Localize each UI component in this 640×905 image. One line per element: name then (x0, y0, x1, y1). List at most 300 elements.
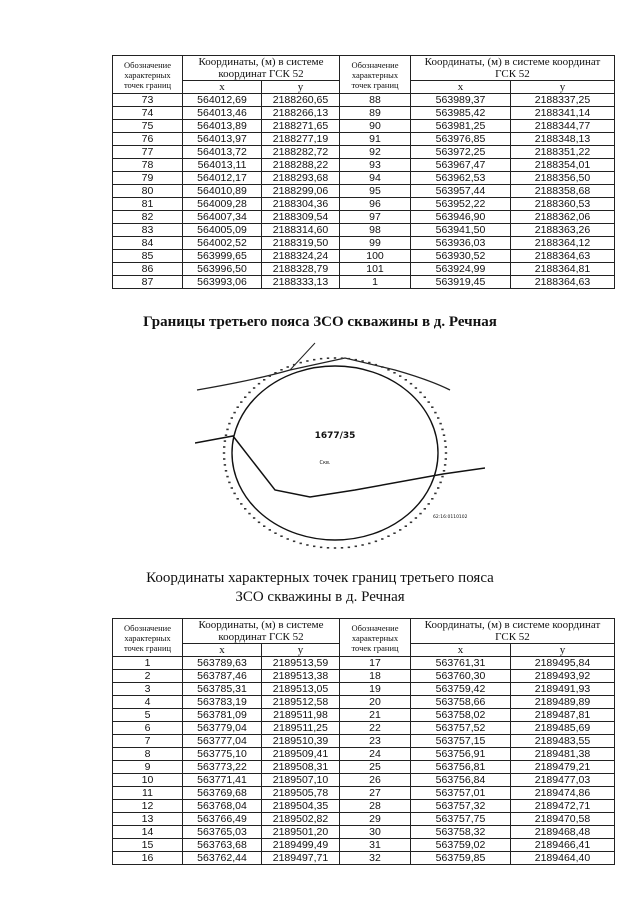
point-number: 93 (340, 159, 411, 172)
x-value: 563757,01 (411, 787, 511, 800)
boundary-point-mark (410, 383, 412, 385)
point-number: 18 (340, 670, 411, 683)
y-value: 2189510,39 (262, 735, 340, 748)
table-row (113, 146, 615, 159)
y-value: 2188299,06 (262, 185, 340, 198)
x-value: 563758,02 (411, 709, 511, 722)
y-value: 2189513,38 (262, 670, 340, 683)
x-value: 563759,02 (411, 839, 511, 852)
boundary-point-mark (441, 429, 443, 431)
point-number: 12 (113, 800, 183, 813)
y-value: 2189477,03 (511, 774, 615, 787)
heading-coordinates (0, 569, 640, 607)
x-value: 563766,49 (183, 813, 262, 826)
y-value: 2188304,36 (262, 198, 340, 211)
y-value: 2188277,19 (262, 133, 340, 146)
x-value: 564013,46 (183, 107, 262, 120)
x-value: 564013,11 (183, 159, 262, 172)
boundary-point-mark (445, 452, 447, 454)
boundary-point-mark (263, 525, 265, 527)
x-value: 563757,32 (411, 800, 511, 813)
boundary-point-mark (253, 517, 255, 519)
boundary-point-mark (444, 464, 446, 466)
point-number: 101 (340, 263, 411, 276)
boundary-point-mark (419, 513, 421, 515)
boundary-point-mark (381, 538, 383, 540)
y-value: 2189501,20 (262, 826, 340, 839)
y-value: 2189479,21 (511, 761, 615, 774)
point-number: 78 (113, 159, 183, 172)
y-value: 2188271,65 (262, 120, 340, 133)
boundary-point-mark (320, 547, 322, 549)
x-value: 564013,97 (183, 133, 262, 146)
boundary-point-mark (253, 387, 255, 389)
header-designation: Обозначение характерных точек границ (340, 56, 411, 94)
header-x: x (411, 81, 511, 94)
point-number: 31 (340, 839, 411, 852)
table-row (113, 263, 615, 276)
x-value: 563759,42 (411, 683, 511, 696)
boundary-point-mark (399, 375, 401, 377)
parcel-number-label: 1677/35 (314, 431, 356, 441)
point-number: 5 (113, 709, 183, 722)
x-value: 563777,04 (183, 735, 262, 748)
table-row (113, 107, 615, 120)
point-number: 74 (113, 107, 183, 120)
x-value: 563789,63 (183, 657, 262, 670)
point-number: 96 (340, 198, 411, 211)
header-y: y (511, 644, 615, 657)
point-number: 92 (340, 146, 411, 159)
y-value: 2188362,06 (511, 211, 615, 224)
boundary-point-mark (341, 547, 343, 549)
header-designation: Обозначение характерных точек границ (113, 619, 183, 657)
boundary-point-mark (231, 487, 233, 489)
x-value: 563763,68 (183, 839, 262, 852)
boundary-point-mark (410, 522, 412, 524)
boundary-point-mark (237, 498, 239, 500)
point-number: 73 (113, 94, 183, 107)
x-value: 563976,85 (411, 133, 511, 146)
y-value: 2188319,50 (262, 237, 340, 250)
table-row (113, 748, 615, 761)
table-row (113, 761, 615, 774)
x-value: 563757,52 (411, 722, 511, 735)
x-value: 564013,72 (183, 146, 262, 159)
x-value: 563919,45 (411, 276, 511, 289)
x-value: 563989,37 (411, 94, 511, 107)
y-value: 2188354,01 (511, 159, 615, 172)
x-value: 563760,30 (411, 670, 511, 683)
boundary-point-labels (223, 357, 447, 549)
x-value: 563758,66 (411, 696, 511, 709)
x-value: 563769,68 (183, 787, 262, 800)
x-value: 563783,19 (183, 696, 262, 709)
y-value: 2189509,41 (262, 748, 340, 761)
point-number: 26 (340, 774, 411, 787)
y-value: 2189507,10 (262, 774, 340, 787)
y-value: 2189504,35 (262, 800, 340, 813)
boundary-point-mark (224, 464, 226, 466)
boundary-point-mark (428, 503, 430, 505)
coordinates-table-bottom (112, 618, 615, 865)
y-value: 2188337,25 (511, 94, 615, 107)
boundary-point-mark (381, 366, 383, 368)
x-value: 563957,44 (411, 185, 511, 198)
x-value: 563756,81 (411, 761, 511, 774)
y-value: 2189511,98 (262, 709, 340, 722)
x-value: 563765,03 (183, 826, 262, 839)
boundary-point-mark (263, 379, 265, 381)
x-value: 563775,10 (183, 748, 262, 761)
point-number: 82 (113, 211, 183, 224)
point-number: 23 (340, 735, 411, 748)
boundary-point-mark (334, 357, 336, 359)
boundary-point-mark (441, 476, 443, 478)
boundary-point-mark (375, 541, 377, 543)
x-value: 563757,15 (411, 735, 511, 748)
boundary-point-mark (233, 493, 235, 495)
header-designation: Обозначение характерных точек границ (340, 619, 411, 657)
point-number: 87 (113, 276, 183, 289)
x-value: 563930,52 (411, 250, 511, 263)
boundary-point-mark (240, 401, 242, 403)
point-number: 9 (113, 761, 183, 774)
boundary-point-mark (225, 434, 227, 436)
coordinates-table-top-body (113, 56, 615, 289)
table-row (113, 120, 615, 133)
point-number: 25 (340, 761, 411, 774)
header-coordinates: Координаты, (м) в системе координат ГСК 52 (411, 619, 615, 644)
boundary-point-mark (258, 383, 260, 385)
header-row (113, 619, 615, 644)
boundary-point-mark (399, 529, 401, 531)
point-number: 80 (113, 185, 183, 198)
boundary-point-mark (387, 535, 389, 537)
table-row (113, 839, 615, 852)
table-row (113, 159, 615, 172)
point-number: 77 (113, 146, 183, 159)
y-value: 2189472,71 (511, 800, 615, 813)
point-number: 30 (340, 826, 411, 839)
table-row (113, 709, 615, 722)
y-value: 2188324,24 (262, 250, 340, 263)
point-number: 20 (340, 696, 411, 709)
boundary-point-mark (424, 396, 426, 398)
y-value: 2188348,13 (511, 133, 615, 146)
x-value: 564012,17 (183, 172, 262, 185)
table-row (113, 787, 615, 800)
boundary-point-mark (300, 362, 302, 364)
boundary-point-mark (258, 522, 260, 524)
boundary-point-mark (244, 396, 246, 398)
point-number: 27 (340, 787, 411, 800)
y-value: 2189511,25 (262, 722, 340, 735)
boundary-point-mark (439, 482, 441, 484)
y-value: 2189513,59 (262, 657, 340, 670)
table-row (113, 813, 615, 826)
y-value: 2189487,81 (511, 709, 615, 722)
y-value: 2189489,89 (511, 696, 615, 709)
point-number: 8 (113, 748, 183, 761)
boundary-point-mark (445, 458, 447, 460)
point-number: 88 (340, 94, 411, 107)
point-number: 16 (113, 852, 183, 865)
x-value: 564009,28 (183, 198, 262, 211)
y-value: 2189464,40 (511, 852, 615, 865)
x-value: 563758,32 (411, 826, 511, 839)
y-value: 2189493,92 (511, 670, 615, 683)
zone-cut-line (195, 436, 485, 497)
y-value: 2189474,86 (511, 787, 615, 800)
boundary-point-mark (355, 546, 357, 548)
boundary-point-mark (445, 446, 447, 448)
table-row (113, 735, 615, 748)
table-row (113, 276, 615, 289)
point-number: 99 (340, 237, 411, 250)
boundary-point-mark (434, 412, 436, 414)
x-value: 563999,65 (183, 250, 262, 263)
boundary-point-mark (424, 508, 426, 510)
boundary-point-mark (313, 546, 315, 548)
boundary-point-mark (226, 429, 228, 431)
boundary-point-mark (327, 547, 329, 549)
boundary-point-mark (431, 498, 433, 500)
y-value: 2189495,84 (511, 657, 615, 670)
header-coordinates: Координаты, (м) в системе координат ГСК 52 (183, 619, 340, 644)
header-coordinates: Координаты, (м) в системе координат ГСК 52 (183, 56, 340, 81)
point-number: 100 (340, 250, 411, 263)
y-value: 2188360,53 (511, 198, 615, 211)
boundary-point-mark (434, 493, 436, 495)
boundary-point-mark (287, 538, 289, 540)
y-value: 2188344,77 (511, 120, 615, 133)
x-value: 564005,09 (183, 224, 262, 237)
boundary-point-mark (225, 470, 227, 472)
y-value: 2188260,65 (262, 94, 340, 107)
y-value: 2188363,26 (511, 224, 615, 237)
boundary-point-mark (361, 360, 363, 362)
boundary-point-mark (361, 544, 363, 546)
point-number: 83 (113, 224, 183, 237)
y-value: 2188266,13 (262, 107, 340, 120)
x-value: 563781,09 (183, 709, 262, 722)
boundary-point-mark (223, 452, 225, 454)
x-value: 563771,41 (183, 774, 262, 787)
y-value: 2189470,58 (511, 813, 615, 826)
table-row (113, 172, 615, 185)
boundary-point-mark (334, 547, 336, 549)
table-row (113, 657, 615, 670)
point-number: 85 (113, 250, 183, 263)
y-value: 2189491,93 (511, 683, 615, 696)
x-value: 563785,31 (183, 683, 262, 696)
y-value: 2189505,78 (262, 787, 340, 800)
point-number: 11 (113, 787, 183, 800)
y-value: 2189466,41 (511, 839, 615, 852)
boundary-point-mark (368, 543, 370, 545)
x-value: 564013,89 (183, 120, 262, 133)
x-value: 563962,53 (411, 172, 511, 185)
boundary-point-mark (428, 401, 430, 403)
header-designation: Обозначение характерных точек границ (113, 56, 183, 94)
boundary-point-mark (443, 434, 445, 436)
point-number: 75 (113, 120, 183, 133)
table-row (113, 133, 615, 146)
boundary-point-mark (228, 482, 230, 484)
y-value: 2189481,38 (511, 748, 615, 761)
y-value: 2189508,31 (262, 761, 340, 774)
x-value: 563756,91 (411, 748, 511, 761)
boundary-point-mark (244, 508, 246, 510)
boundary-point-mark (293, 364, 295, 366)
point-number: 90 (340, 120, 411, 133)
boundary-point-mark (375, 364, 377, 366)
y-value: 2188333,13 (262, 276, 340, 289)
table-row (113, 722, 615, 735)
boundary-point-mark (223, 446, 225, 448)
y-value: 2188358,68 (511, 185, 615, 198)
boundary-point-mark (269, 375, 271, 377)
y-value: 2189497,71 (262, 852, 340, 865)
x-value: 563924,99 (411, 263, 511, 276)
x-value: 563761,31 (411, 657, 511, 670)
x-value: 564002,52 (183, 237, 262, 250)
point-number: 17 (340, 657, 411, 670)
boundary-point-mark (313, 359, 315, 361)
boundary-point-mark (274, 372, 276, 374)
y-value: 2188288,22 (262, 159, 340, 172)
x-value: 564010,89 (183, 185, 262, 198)
header-x: x (183, 644, 262, 657)
y-value: 2189499,49 (262, 839, 340, 852)
x-value: 563985,42 (411, 107, 511, 120)
boundary-point-mark (348, 547, 350, 549)
cadastral-label: 62:16:0110102 (433, 515, 468, 520)
point-number: 94 (340, 172, 411, 185)
boundary-point-mark (355, 359, 357, 361)
y-value: 2188364,81 (511, 263, 615, 276)
point-number: 3 (113, 683, 183, 696)
header-coordinates: Координаты, (м) в системе координат ГСК 52 (411, 56, 615, 81)
boundary-point-mark (341, 357, 343, 359)
x-value: 563946,90 (411, 211, 511, 224)
table-row (113, 185, 615, 198)
y-value: 2188328,79 (262, 263, 340, 276)
zone-boundary-circle (232, 366, 438, 540)
point-number: 81 (113, 198, 183, 211)
boundary-point-mark (237, 406, 239, 408)
table-row (113, 800, 615, 813)
boundary-point-mark (444, 440, 446, 442)
boundary-point-mark (300, 543, 302, 545)
boundary-point-mark (226, 476, 228, 478)
y-value: 2188351,22 (511, 146, 615, 159)
boundary-point-mark (348, 358, 350, 360)
x-value: 563773,22 (183, 761, 262, 774)
boundary-point-mark (415, 517, 417, 519)
table-row (113, 237, 615, 250)
point-number: 21 (340, 709, 411, 722)
boundary-point-mark (306, 544, 308, 546)
table-row (113, 198, 615, 211)
table-row (113, 774, 615, 787)
point-number: 95 (340, 185, 411, 198)
x-value: 563967,47 (411, 159, 511, 172)
boundary-point-mark (439, 423, 441, 425)
boundary-point-mark (437, 417, 439, 419)
boundary-point-mark (280, 369, 282, 371)
header-y: y (262, 81, 340, 94)
point-number: 84 (113, 237, 183, 250)
point-number: 6 (113, 722, 183, 735)
y-value: 2189502,82 (262, 813, 340, 826)
heading-zone-boundaries: Границы третьего пояса ЗСО скважины в д. Речная (143, 314, 497, 330)
boundary-point-mark (437, 487, 439, 489)
x-value: 563768,04 (183, 800, 262, 813)
x-value: 563993,06 (183, 276, 262, 289)
point-number: 29 (340, 813, 411, 826)
boundary-point-mark (223, 458, 225, 460)
x-value: 564007,34 (183, 211, 262, 224)
boundary-point-mark (393, 372, 395, 374)
boundary-point-mark (415, 387, 417, 389)
x-value: 563996,50 (183, 263, 262, 276)
well-label: Скв. (319, 460, 331, 466)
y-value: 2189513,05 (262, 683, 340, 696)
boundary-point-mark (293, 541, 295, 543)
x-value: 563759,85 (411, 852, 511, 865)
y-value: 2188293,68 (262, 172, 340, 185)
y-value: 2189483,55 (511, 735, 615, 748)
x-value: 563936,03 (411, 237, 511, 250)
point-number: 7 (113, 735, 183, 748)
y-value: 2189512,58 (262, 696, 340, 709)
table-row (113, 224, 615, 237)
boundary-point-mark (248, 392, 250, 394)
table-row (113, 852, 615, 865)
point-number: 91 (340, 133, 411, 146)
boundary-point-mark (387, 369, 389, 371)
x-value: 563972,25 (411, 146, 511, 159)
x-value: 563756,84 (411, 774, 511, 787)
point-number: 89 (340, 107, 411, 120)
boundary-point-mark (368, 362, 370, 364)
table-row (113, 683, 615, 696)
boundary-point-mark (327, 357, 329, 359)
y-value: 2188282,72 (262, 146, 340, 159)
coordinates-table-bottom-body (113, 619, 615, 865)
point-number: 1 (340, 276, 411, 289)
y-value: 2188364,63 (511, 276, 615, 289)
point-number: 32 (340, 852, 411, 865)
point-number: 10 (113, 774, 183, 787)
point-number: 79 (113, 172, 183, 185)
table-row (113, 696, 615, 709)
y-value: 2188341,14 (511, 107, 615, 120)
header-y: y (511, 81, 615, 94)
boundary-point-mark (419, 392, 421, 394)
boundary-point-mark (431, 406, 433, 408)
table-row (113, 826, 615, 839)
boundary-point-mark (274, 532, 276, 534)
zone-scheme-drawing (195, 340, 485, 562)
point-number: 86 (113, 263, 183, 276)
point-number: 97 (340, 211, 411, 224)
y-value: 2189468,48 (511, 826, 615, 839)
table-row (113, 250, 615, 263)
y-value: 2188356,50 (511, 172, 615, 185)
